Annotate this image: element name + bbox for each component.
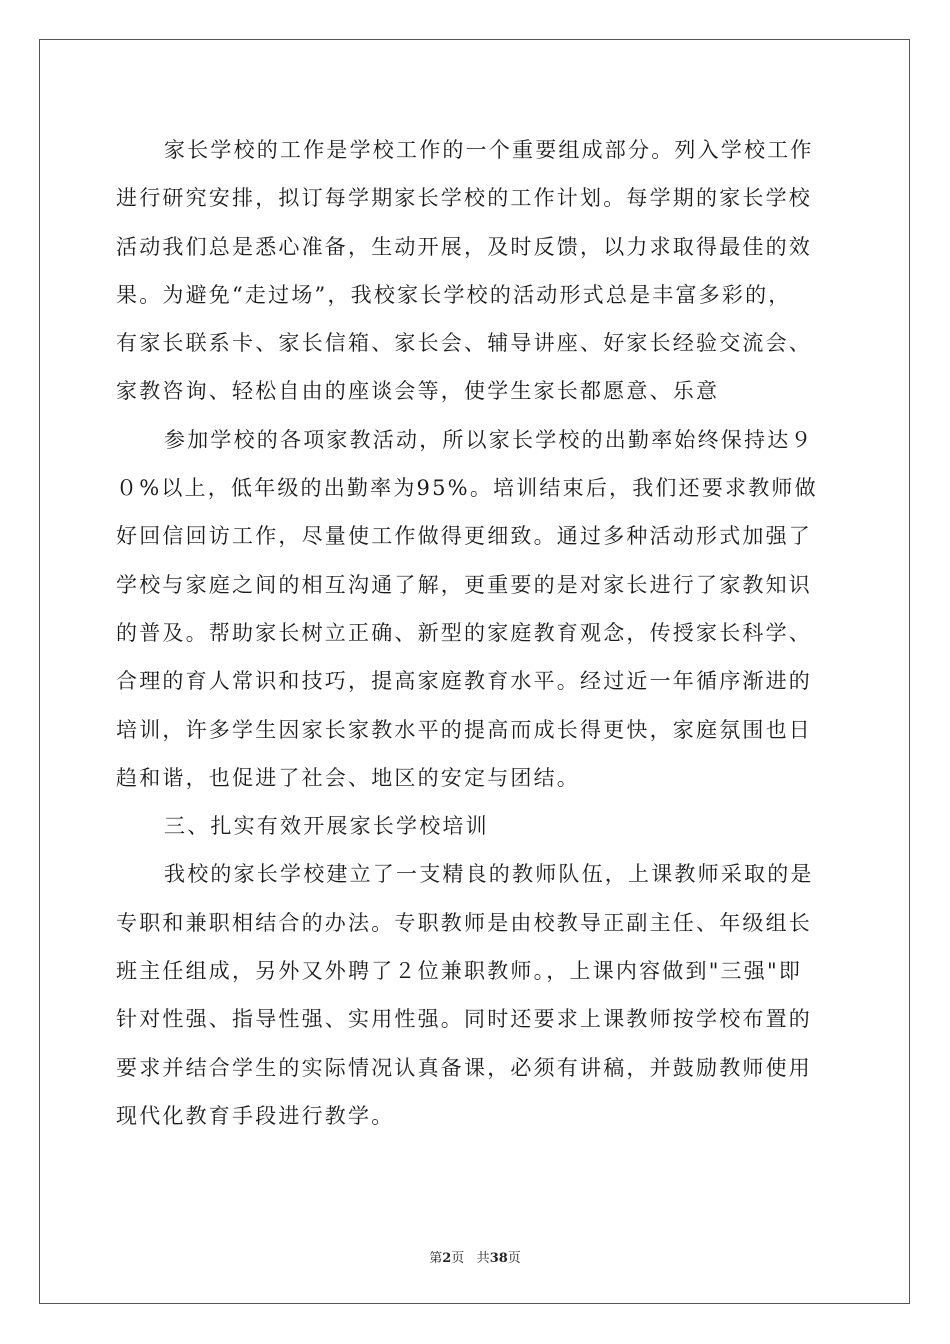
- document-body: [116, 126, 834, 1140]
- text-line: 班主任组成，另外又外聘了２位兼职教师。，上课内容做到"三强"即: [116, 959, 803, 984]
- text-line: 的普及。帮助家长树立正确、新型的家庭教育观念，传授家长科学、: [116, 620, 812, 645]
- total-suffix: 页: [507, 1251, 521, 1266]
- text-line: 专职和兼职相结合的办法。专职教师是由校教导正副主任、年级组长: [116, 910, 812, 935]
- page-suffix: 页: [451, 1251, 465, 1266]
- text-line: 趋和谐，也促进了社会、地区的安定与团结。: [116, 765, 580, 790]
- total-prefix: 共: [476, 1251, 490, 1266]
- text-line: 我校的家长学校建立了一支精良的教师队伍，上课教师采取的是: [164, 862, 814, 887]
- total-page-count: 38: [489, 1251, 508, 1266]
- text-line: 三、扎实有效开展家长学校培训: [164, 814, 489, 839]
- text-line: 合理的育人常识和技巧，提高家庭教育水平。经过近一年循序渐进的: [116, 669, 812, 694]
- text-line: 果。为避免“走过场”，我校家长学校的活动形式总是丰富多彩的，: [116, 282, 792, 307]
- text-line: ０%以上，低年级的出勤率为95%。培训结束后，我们还要求教师做: [116, 476, 818, 501]
- text-line: 参加学校的各项家教活动，所以家长学校的出勤率始终保持达９: [164, 427, 814, 452]
- text-line: 好回信回访工作，尽量使工作做得更细致。通过多种活动形式加强了: [116, 524, 812, 549]
- text-line: 培训，许多学生因家长家教水平的提高而成长得更快，家庭氛围也日: [116, 717, 812, 742]
- text-line: 要求并结合学生的实际情况认真备课，必须有讲稿，并鼓励教师使用: [116, 1055, 812, 1080]
- text-line: 有家长联系卡、家长信箱、家长会、辅导讲座、好家长经验交流会、: [116, 331, 812, 356]
- text-line: 进行研究安排，拟订每学期家长学校的工作计划。每学期的家长学校: [116, 186, 812, 211]
- text-line: 针对性强、指导性强、实用性强。同时还要求上课教师按学校布置的: [116, 1007, 812, 1032]
- text-line: 学校与家庭之间的相互沟通了解，更重要的是对家长进行了家教知识: [116, 572, 812, 597]
- text-line: 现代化教育手段进行教学。: [116, 1103, 395, 1128]
- page-prefix: 第: [429, 1251, 443, 1266]
- text-line: 家教咨询、轻松自由的座谈会等，使学生家长都愿意、乐意: [116, 379, 720, 404]
- current-page-number: 2: [442, 1251, 452, 1266]
- text-line: 活动我们总是悉心准备，生动开展，及时反馈，以力求取得最佳的效: [116, 234, 812, 259]
- page-footer: [0, 1247, 950, 1266]
- text-line: 家长学校的工作是学校工作的一个重要组成部分。列入学校工作: [164, 138, 814, 162]
